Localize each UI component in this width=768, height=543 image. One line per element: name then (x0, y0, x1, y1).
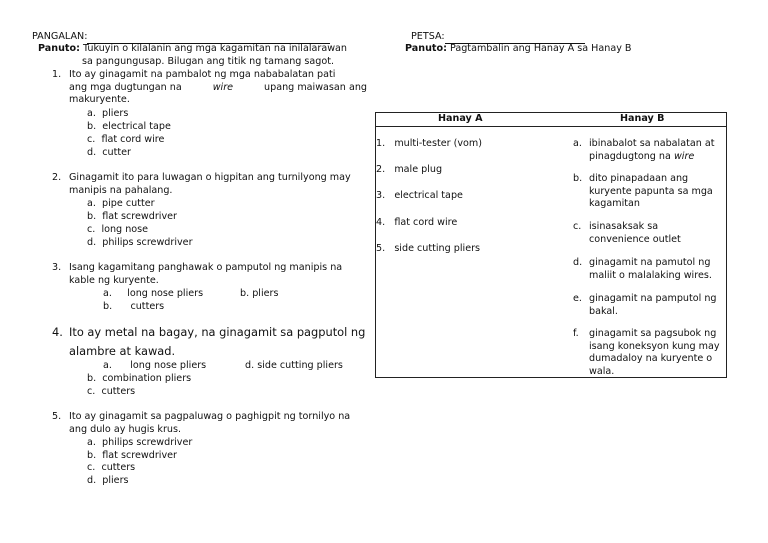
question-text: makuryente. (69, 94, 130, 106)
option-text: philips screwdriver (102, 437, 193, 448)
item-text: dumadaloy na kuryente o (589, 353, 713, 365)
hanay-b-text-c (589, 221, 681, 246)
right-instruction-text: Pagtambalin ang Hanay A sa Hanay B (449, 43, 632, 54)
option-1b[interactable] (87, 121, 171, 134)
option-4a[interactable] (103, 360, 206, 373)
left-instruction-line-2: sa pangungusap. Bilugan ang titik ng tamang sagot. (82, 56, 335, 67)
question-number: 4. (52, 325, 63, 339)
item-text: maliit o malalaking wires. (589, 269, 712, 281)
item-text: wala. (589, 365, 615, 377)
hanay-b-text-f (589, 328, 720, 378)
option-letter: d. (87, 237, 97, 248)
option-letter: b. (87, 211, 97, 222)
question-1 (52, 69, 367, 107)
option-letter: b. (103, 301, 113, 312)
matching-table (375, 112, 727, 378)
hanay-b-item-a (573, 138, 582, 151)
option-text: combination pliers (102, 373, 192, 384)
option-text: long nose pliers (127, 288, 204, 299)
option-text: cutter (102, 147, 131, 158)
question-text: Ginagamit ito para luwagan o higpitan ang turnilyong may (69, 172, 351, 183)
hanay-b-text-a (589, 138, 715, 163)
item-text: ibinabalot sa nabalatan at (589, 138, 715, 149)
option-text: d. side cutting pliers (245, 360, 343, 371)
question-text-part: ang mga dugtungan na (69, 81, 182, 93)
question-3 (52, 262, 367, 287)
item-text-part: pinagdugtong na (589, 150, 671, 162)
option-text: electrical tape (102, 121, 171, 132)
header-hanay-b: Hanay B (620, 113, 665, 124)
option-2a[interactable] (87, 198, 155, 211)
option-letter: a. (87, 108, 96, 119)
question-text: alambre at kawad. (69, 344, 176, 358)
option-letter: a. (103, 360, 112, 371)
option-text: pliers (102, 108, 129, 119)
option-4d-inline[interactable] (245, 360, 343, 373)
option-letter: b. (87, 121, 97, 132)
option-text: cutters (101, 386, 136, 397)
hanay-a-item-4 (376, 217, 457, 230)
option-text: long nose pliers (130, 360, 207, 371)
date-label: PETSA: (411, 31, 445, 42)
option-text: cutters (101, 462, 136, 473)
item-letter: a. (573, 138, 582, 149)
item-text: electrical tape (394, 190, 463, 201)
question-text (69, 82, 367, 95)
item-letter: f. (573, 328, 579, 339)
item-text (589, 151, 715, 164)
item-text: side cutting pliers (394, 243, 481, 254)
option-text: pipe cutter (102, 198, 155, 209)
option-letter: a. (87, 198, 96, 209)
option-4c[interactable] (87, 386, 135, 399)
option-letter: c. (87, 386, 96, 397)
right-instruction (405, 43, 632, 56)
item-text: ginagamit na pamutol ng (589, 257, 711, 268)
question-text: kable ng kuryente. (69, 274, 159, 286)
item-text: ginagamit sa pagsubok ng (589, 328, 717, 339)
hanay-b-item-b (573, 173, 582, 186)
hanay-b-text-b (589, 173, 713, 211)
option-3b[interactable] (103, 301, 164, 314)
hanay-b-item-e (573, 293, 582, 306)
option-5c[interactable] (87, 462, 135, 475)
name-blank-line[interactable] (87, 33, 330, 44)
question-text-part: upang maiwasan ang (264, 81, 367, 93)
question-number: 5. (52, 411, 62, 422)
option-text: pliers (102, 475, 129, 486)
left-instruction-text-1: Tukuyin o kilalanin ang mga kagamitan na inilalarawan (82, 43, 348, 54)
hanay-a-item-1 (376, 138, 482, 151)
item-letter: d. (573, 257, 583, 268)
left-instruction (38, 43, 373, 56)
date-blank-line[interactable] (445, 33, 585, 44)
option-letter: a. (103, 288, 112, 299)
date-field[interactable] (411, 31, 585, 44)
option-letter: d. (87, 147, 97, 158)
question-text-italic: wire (212, 81, 234, 93)
option-letter: a. (87, 437, 96, 448)
item-letter: c. (573, 221, 582, 232)
question-text: Isang kagamitang panghawak o pamputol ng manipis na (69, 262, 343, 273)
option-1c[interactable] (87, 134, 164, 147)
option-letter: c. (87, 462, 96, 473)
option-4b[interactable] (87, 373, 191, 386)
option-1a[interactable] (87, 108, 128, 121)
right-instruction-label: Panuto: (405, 43, 447, 54)
question-text: Ito ay ginagamit sa pagpaluwag o paghigpit ng tornilyo na (69, 411, 351, 422)
item-text-italic: wire (673, 150, 695, 162)
item-number: 3. (376, 190, 386, 201)
question-text: Ito ay metal na bagay, na ginagamit sa pagputol ng (69, 325, 366, 339)
item-text: male plug (394, 164, 443, 175)
question-text: Ito ay ginagamit na pambalot ng mga nababalatan pati (69, 69, 336, 80)
hanay-b-item-d (573, 257, 582, 270)
item-text: kuryente papunta sa mga (589, 185, 713, 197)
question-text: ang dulo ay hugis krus. (69, 423, 182, 435)
question-number: 3. (52, 262, 62, 273)
option-letter: c. (87, 224, 96, 235)
item-letter: e. (573, 293, 582, 304)
item-text: kagamitan (589, 198, 640, 210)
question-number: 2. (52, 172, 62, 183)
item-text: ginagamit na pamputol ng (589, 293, 717, 304)
question-5 (52, 411, 367, 436)
option-text: long nose (101, 224, 149, 235)
item-text: isinasaksak sa (589, 221, 659, 232)
option-letter: b. (87, 450, 97, 461)
item-number: 1. (376, 138, 386, 149)
item-text: convenience outlet (589, 233, 681, 245)
hanay-a-item-3 (376, 190, 463, 203)
question-number: 1. (52, 69, 62, 80)
hanay-b-item-c (573, 221, 581, 234)
option-5b[interactable] (87, 450, 177, 463)
option-text: flat screwdriver (102, 450, 177, 461)
option-5a[interactable] (87, 437, 192, 450)
left-instruction-label: Panuto: (38, 43, 80, 54)
option-text: flat screwdriver (102, 211, 177, 222)
option-text: cutters (130, 301, 165, 312)
option-letter: c. (87, 134, 96, 145)
item-number: 4. (376, 217, 386, 228)
name-label: PANGALAN: (32, 31, 88, 42)
option-letter: b. (87, 373, 97, 384)
option-text: b. pliers (240, 288, 279, 299)
item-number: 5. (376, 243, 386, 254)
hanay-a-item-2 (376, 164, 442, 177)
item-text: multi-tester (vom) (394, 138, 482, 149)
option-text: philips screwdriver (102, 237, 193, 248)
question-4 (52, 323, 367, 361)
option-5d[interactable] (87, 475, 129, 488)
item-text: isang koneksyon kung may (589, 340, 720, 352)
option-text: flat cord wire (101, 134, 165, 145)
option-2b[interactable] (87, 211, 177, 224)
item-number: 2. (376, 164, 386, 175)
option-letter: d. (87, 475, 97, 486)
item-text: dito pinapadaan ang (589, 173, 689, 184)
hanay-b-text-e (589, 293, 717, 318)
item-text: flat cord wire (394, 217, 458, 228)
table-header-row (376, 113, 726, 127)
item-letter: b. (573, 173, 583, 184)
option-3b-inline[interactable] (240, 288, 278, 301)
name-field[interactable] (32, 31, 330, 44)
question-text: manipis na pahalang. (69, 184, 173, 196)
option-2d[interactable] (87, 237, 193, 250)
option-2c[interactable] (87, 224, 148, 237)
option-1d[interactable] (87, 147, 131, 160)
hanay-b-text-d (589, 257, 712, 282)
hanay-b-item-f (573, 328, 579, 341)
question-2 (52, 172, 367, 197)
option-3a[interactable] (103, 288, 203, 301)
item-text: bakal. (589, 305, 618, 317)
header-hanay-a: Hanay A (438, 113, 483, 124)
hanay-a-item-5 (376, 243, 480, 256)
